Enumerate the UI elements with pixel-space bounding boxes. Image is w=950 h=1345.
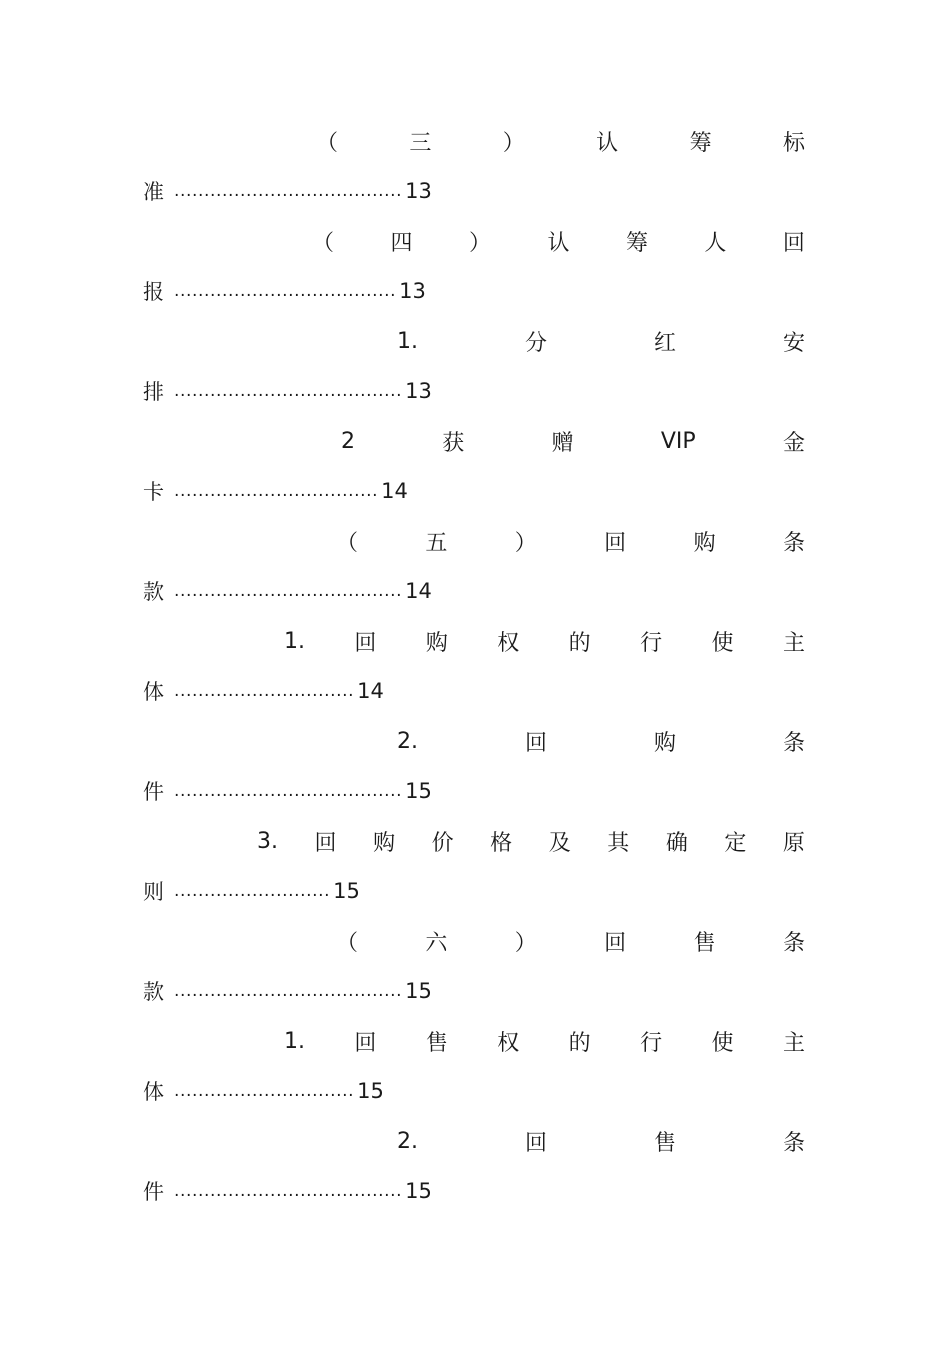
toc-heading-char: 主 [782,1030,805,1056]
toc-heading-line [397,1126,805,1156]
toc-heading-line [257,826,805,856]
toc-leader-line [143,1176,432,1206]
toc-tail-char: 体 [143,680,164,704]
toc-heading-char: 权 [497,630,520,656]
toc-heading-char: 标 [782,130,805,156]
toc-leader-dots: .......................... [174,881,331,901]
toc-page-number: 15 [405,1179,432,1203]
toc-entry[interactable] [0,626,950,726]
toc-heading-line [336,526,805,556]
toc-heading-char: 原 [782,830,805,856]
toc-leader-line [143,776,432,806]
toc-heading-line [397,726,805,756]
toc-heading-char: 条 [782,930,805,956]
toc-heading-char: 主 [782,630,805,656]
toc-heading-line [316,126,805,156]
toc-heading-char: ） [468,230,491,256]
toc-heading-char: 定 [724,830,747,856]
toc-tail-char: 款 [143,980,164,1004]
toc-heading-char: 2. [397,1128,418,1154]
toc-leader-dots: ...................................... [174,181,403,201]
toc-entry[interactable] [0,526,950,626]
toc-page-number: 15 [333,879,360,903]
toc-heading-char: 权 [497,1030,520,1056]
toc-heading-char: 回 [354,630,377,656]
toc-heading-line [397,326,805,356]
toc-heading-char: 购 [425,630,448,656]
toc-leader-dots: .................................. [174,481,379,501]
toc-leader-dots: ...................................... [174,1181,403,1201]
toc-heading-char: 购 [653,730,676,756]
toc-heading-char: 赠 [551,430,574,456]
toc-entry[interactable] [0,126,950,226]
toc-heading-char: 条 [782,530,805,556]
toc-heading-char: 购 [693,530,716,556]
toc-leader-line [143,1076,384,1106]
toc-heading-char: 认 [596,130,619,156]
toc-heading-line [284,1026,805,1056]
toc-entry[interactable] [0,1126,950,1226]
toc-page-number: 13 [405,179,432,203]
toc-entry[interactable] [0,226,950,326]
toc-page-number: 15 [405,779,432,803]
toc-page-number: 13 [399,279,426,303]
toc-heading-line [336,926,805,956]
toc-heading-char: 获 [442,430,465,456]
toc-page-number: 14 [405,579,432,603]
toc-tail-char: 准 [143,180,164,204]
toc-heading-char: 及 [548,830,571,856]
toc-heading-char: 价 [431,830,454,856]
toc-entry[interactable] [0,726,950,826]
toc-heading-char: 人 [704,230,727,256]
toc-heading-char: 回 [604,930,627,956]
toc-heading-char: 1. [397,328,418,354]
toc-heading-char: ） [514,930,537,956]
toc-entry[interactable] [0,826,950,926]
toc-heading-char: 使 [711,630,734,656]
toc-heading-char: （ [336,930,359,956]
toc-page-number: 14 [381,479,408,503]
toc-leader-dots: ...................................... [174,781,403,801]
toc-leader-line [143,276,426,306]
toc-leader-line [143,376,432,406]
toc-heading-char: 分 [524,330,547,356]
toc-heading-char: 回 [524,1130,547,1156]
toc-heading-char: 的 [568,1030,591,1056]
toc-heading-char: 筹 [625,230,648,256]
toc-heading-char: 售 [425,1030,448,1056]
toc-heading-char: 2 [341,428,355,454]
toc-heading-char: 筹 [689,130,712,156]
toc-heading-char: 回 [524,730,547,756]
toc-tail-char: 体 [143,1080,164,1104]
toc-heading-char: 售 [653,1130,676,1156]
toc-heading-line [341,426,805,456]
toc-leader-line [143,876,360,906]
toc-heading-char: 售 [693,930,716,956]
toc-leader-dots: ...................................... [174,381,403,401]
toc-heading-char: 3. [257,828,278,854]
toc-heading-char: （ [312,230,335,256]
toc-heading-char: VIP [660,428,696,454]
toc-heading-char: 行 [640,630,663,656]
toc-heading-char: 1. [284,628,305,654]
toc-heading-char: 金 [782,430,805,456]
toc-heading-char: （ [336,530,359,556]
toc-leader-dots: ...................................... [174,981,403,1001]
toc-heading-char: 条 [782,730,805,756]
toc-tail-char: 件 [143,780,164,804]
toc-tail-char: 款 [143,580,164,604]
toc-page-number: 15 [405,979,432,1003]
toc-leader-dots: .............................. [174,1081,355,1101]
toc-heading-char: 确 [665,830,688,856]
toc-heading-char: 五 [425,530,448,556]
toc-tail-char: 报 [143,280,164,304]
toc-heading-char: 红 [653,330,676,356]
toc-heading-char: 1. [284,1028,305,1054]
toc-heading-char: 其 [607,830,630,856]
toc-heading-char: 认 [547,230,570,256]
toc-heading-line [312,226,805,256]
toc-heading-char: 四 [390,230,413,256]
toc-entry[interactable] [0,426,950,526]
toc-heading-char: 购 [373,830,396,856]
toc-heading-char: 安 [782,330,805,356]
toc-heading-line [284,626,805,656]
toc-heading-char: 行 [640,1030,663,1056]
toc-heading-char: 格 [490,830,513,856]
toc-heading-char: （ [316,130,339,156]
toc-heading-char: 回 [354,1030,377,1056]
toc-page-number: 15 [357,1079,384,1103]
toc-heading-char: 使 [711,1030,734,1056]
toc-leader-dots: .............................. [174,681,355,701]
toc-heading-char: 三 [409,130,432,156]
toc-heading-char: 回 [782,230,805,256]
toc-entry[interactable] [0,1026,950,1126]
toc-tail-char: 排 [143,380,164,404]
toc-heading-char: 回 [604,530,627,556]
toc-heading-char: ） [514,530,537,556]
toc-heading-char: 回 [314,830,337,856]
toc-tail-char: 件 [143,1180,164,1204]
toc-page-number: 14 [357,679,384,703]
toc-heading-char: 条 [782,1130,805,1156]
toc-leader-line [143,676,384,706]
toc-leader-dots: ..................................... [174,281,397,301]
toc-entry[interactable] [0,926,950,1026]
toc-leader-line [143,976,432,1006]
toc-entry[interactable] [0,326,950,426]
toc-page-number: 13 [405,379,432,403]
toc-heading-char: ） [502,130,525,156]
toc-leader-line [143,176,432,206]
toc-tail-char: 则 [143,880,164,904]
toc-heading-char: 六 [425,930,448,956]
toc-tail-char: 卡 [143,480,164,504]
toc-heading-char: 2. [397,728,418,754]
toc-leader-dots: ...................................... [174,581,403,601]
toc-heading-char: 的 [568,630,591,656]
toc-leader-line [143,576,432,606]
toc-leader-line [143,476,408,506]
